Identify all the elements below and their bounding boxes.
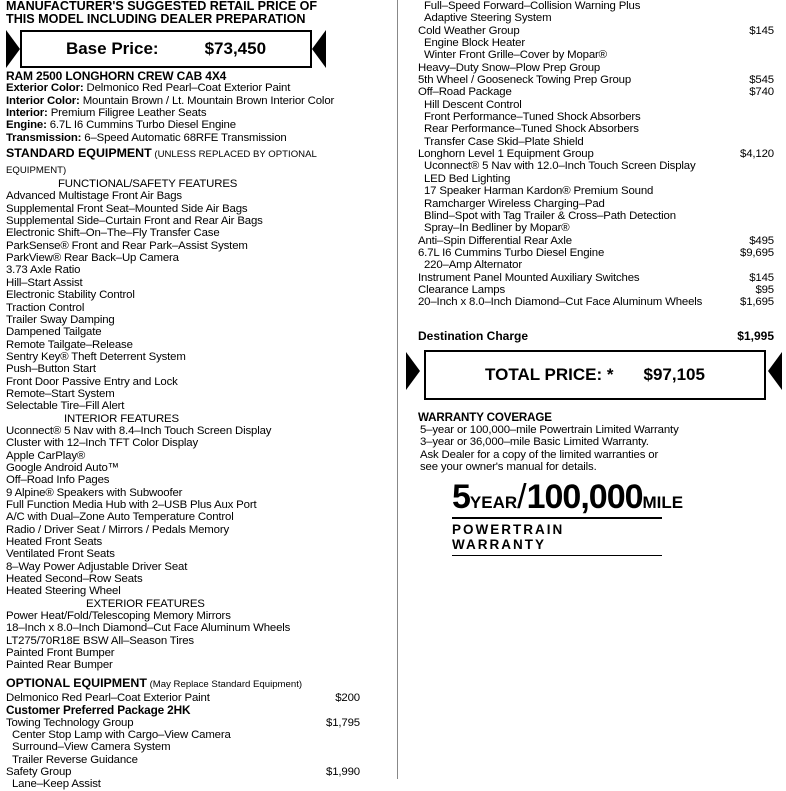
interior <box>6 107 364 119</box>
interior-color-value: Mountain Brown / Lt. Mountain Brown Interior Color <box>79 94 335 107</box>
engine-label: Engine: <box>6 119 47 132</box>
option-price: $145 <box>749 24 774 37</box>
option-price: $200 <box>335 691 360 704</box>
option-text: Blind–Spot with Tag Trailer & Cross–Path Detection <box>424 209 676 222</box>
option-row <box>418 272 774 284</box>
functional-feature-item: Front Door Passive Entry and Lock <box>6 375 178 388</box>
interior-heading: INTERIOR FEATURES <box>64 412 179 425</box>
exterior-feature-item: 18–Inch x 8.0–Inch Diamond–Cut Face Aluminum Wheels <box>6 622 291 635</box>
option-text: Center Stop Lamp with Cargo–View Camera <box>12 728 231 741</box>
base-price-box <box>20 30 312 68</box>
option-price: $1,695 <box>740 296 774 309</box>
total-price-value: $97,105 <box>643 365 705 384</box>
optional-equipment-heading <box>6 676 364 692</box>
interior-feature-item: Heated Second–Row Seats <box>6 573 143 586</box>
functional-feature-item: Electronic Shift–On–The–Fly Transfer Case <box>6 227 220 240</box>
option-row <box>418 136 774 148</box>
option-row <box>418 111 774 123</box>
option-text: Full–Speed Forward–Collision Warning Plus <box>424 0 641 12</box>
option-text: Clearance Lamps <box>418 283 506 296</box>
option-row <box>418 25 774 37</box>
option-text: LED Bed Lighting <box>424 172 511 185</box>
option-row <box>418 173 774 185</box>
option-row <box>418 222 774 234</box>
option-price: $95 <box>755 283 774 296</box>
interior-color <box>6 95 364 107</box>
option-text: 20–Inch x 8.0–Inch Diamond–Cut Face Aluminum Wheels <box>418 296 703 309</box>
interior-features-list <box>6 425 364 598</box>
functional-feature-item: Dampened Tailgate <box>6 326 102 339</box>
option-price: $145 <box>749 271 774 284</box>
option-row <box>418 160 774 172</box>
interior-color-label: Interior Color: <box>6 94 80 107</box>
exterior-color <box>6 82 364 94</box>
warranty-logo-underline <box>452 555 662 556</box>
functional-feature-item: Hill–Start Assist <box>6 276 83 289</box>
functional-feature-item: Sentry Key® Theft Deterrent System <box>6 350 186 363</box>
interior-feature-item: Heated Front Seats <box>6 536 103 549</box>
warranty-lines <box>418 424 774 473</box>
option-text: Adaptive Steering System <box>424 12 552 25</box>
engine-value: 6.7L I6 Cummins Turbo Diesel Engine <box>46 119 236 132</box>
warranty-logo-years-word: YEAR <box>469 493 518 512</box>
functional-feature-item: ParkSense® Front and Rear Park–Assist System <box>6 239 248 252</box>
exterior-feature-item: LT275/70R18E BSW All–Season Tires <box>6 634 194 647</box>
option-price: $1,990 <box>326 765 360 778</box>
interior-feature-item: Cluster with 12–Inch TFT Color Display <box>6 437 199 450</box>
option-text: Towing Technology Group <box>6 716 134 729</box>
warranty-heading: WARRANTY COVERAGE <box>418 410 552 424</box>
interior-feature-item: Google Android Auto™ <box>6 461 119 474</box>
option-text: Off–Road Package <box>418 86 512 99</box>
option-row <box>418 296 774 308</box>
exterior-feature-item: Power Heat/Fold/Telescoping Memory Mirrors <box>6 610 231 623</box>
exterior-features-list <box>6 610 364 672</box>
warranty-line: Ask Dealer for a copy of the limited warranties or <box>420 448 659 461</box>
interior-feature-item: 9 Alpine® Speakers with Subwoofer <box>6 486 183 499</box>
transmission-label: Transmission: <box>6 131 82 144</box>
right-column <box>418 0 774 473</box>
option-price: $740 <box>749 86 774 99</box>
destination-charge-label: Destination Charge <box>418 328 529 343</box>
optional-equipment-note: (May Replace Standard Equipment) <box>146 678 303 690</box>
option-text: Transfer Case Skid–Plate Shield <box>424 135 584 148</box>
option-text: Longhorn Level 1 Equipment Group <box>418 148 594 161</box>
interior-feature-item: Radio / Driver Seat / Mirrors / Pedals Memory <box>6 523 230 536</box>
warranty-line: see your owner's manual for details. <box>420 460 597 473</box>
option-text: Rear Performance–Tuned Shock Absorbers <box>424 123 639 136</box>
option-text: 17 Speaker Harman Kardon® Premium Sound <box>424 185 654 198</box>
option-row <box>6 717 364 729</box>
interior-feature-item: Full Function Media Hub with 2–USB Plus Aux Port <box>6 499 257 511</box>
option-row <box>418 62 774 74</box>
interior-feature-item: 8–Way Power Adjustable Driver Seat <box>6 560 188 573</box>
option-row <box>418 259 774 271</box>
functional-feature-item: Supplemental Side–Curtain Front and Rear Air Bags <box>6 215 263 228</box>
functional-feature-item: Push–Button Start <box>6 363 96 376</box>
total-price-left-arrow-icon <box>406 352 420 390</box>
destination-charge-price: $1,995 <box>737 328 774 343</box>
functional-feature-item: 3.73 Axle Ratio <box>6 264 81 277</box>
standard-equipment-heading <box>6 146 364 178</box>
option-row <box>418 284 774 296</box>
vehicle-model: RAM 2500 LONGHORN CREW CAB 4X4 <box>6 69 227 83</box>
standard-equipment-title: STANDARD EQUIPMENT <box>6 146 152 161</box>
destination-charge-row <box>418 329 774 343</box>
interior-feature-item: Apple CarPlay® <box>6 449 86 462</box>
option-row <box>418 74 774 86</box>
option-row <box>418 99 774 111</box>
option-text: Uconnect® 5 Nav with 12.0–Inch Touch Screen Display <box>424 160 696 173</box>
column-divider <box>397 0 398 779</box>
option-row <box>418 235 774 247</box>
option-text: Ramcharger Wireless Charging–Pad <box>424 197 605 210</box>
option-row <box>418 210 774 222</box>
option-text: Engine Block Heater <box>424 37 525 50</box>
exterior-feature-item: Painted Rear Bumper <box>6 659 113 672</box>
warranty-logo-top <box>452 478 684 516</box>
option-text: Lane–Keep Assist <box>12 778 101 791</box>
interior-feature-item: Heated Steering Wheel <box>6 585 121 598</box>
option-price: $9,695 <box>740 246 774 259</box>
option-text: Cold Weather Group <box>418 24 520 37</box>
base-price-left-arrow-icon <box>6 30 20 68</box>
optional-equipment-list-left <box>6 692 364 791</box>
option-text: Delmonico Red Pearl–Coat Exterior Paint <box>6 691 210 704</box>
option-text: Safety Group <box>6 765 72 778</box>
option-row <box>418 247 774 259</box>
functional-feature-item: Selectable Tire–Fill Alert <box>6 400 125 413</box>
option-text: Instrument Panel Mounted Auxiliary Switches <box>418 271 640 284</box>
functional-feature-item: Trailer Sway Damping <box>6 313 115 326</box>
option-row <box>6 729 364 741</box>
option-price: $1,795 <box>326 716 360 729</box>
engine <box>6 119 364 131</box>
option-row <box>6 754 364 766</box>
option-row <box>6 741 364 753</box>
option-price: $545 <box>749 74 774 87</box>
option-text: Hill Descent Control <box>424 98 522 111</box>
exterior-heading: EXTERIOR FEATURES <box>86 597 205 610</box>
option-text: Trailer Reverse Guidance <box>12 753 138 766</box>
exterior-color-label: Exterior Color: <box>6 82 84 95</box>
warranty-logo-tagline: POWERTRAIN WARRANTY <box>452 522 565 552</box>
warranty-logo-miles-number: 100,000 <box>526 478 643 516</box>
functional-feature-item: Electronic Stability Control <box>6 289 135 302</box>
option-text: Anti–Spin Differential Rear Axle <box>418 234 572 247</box>
option-row <box>6 778 364 790</box>
warranty-logo-years-number: 5 <box>452 478 470 516</box>
interior-label: Interior: <box>6 107 48 120</box>
functional-heading: FUNCTIONAL/SAFETY FEATURES <box>58 178 238 191</box>
option-price: $4,120 <box>740 148 774 161</box>
option-text: Customer Preferred Package 2HK <box>6 703 191 718</box>
powertrain-warranty-logo <box>452 478 684 556</box>
option-row <box>418 0 774 12</box>
option-text: Front Performance–Tuned Shock Absorbers <box>424 111 641 124</box>
functional-feature-item: ParkView® Rear Back–Up Camera <box>6 252 179 265</box>
exterior-color-value: Delmonico Red Pearl–Coat Exterior Paint <box>83 82 291 95</box>
option-row <box>418 185 774 197</box>
option-text: 6.7L I6 Cummins Turbo Diesel Engine <box>418 246 605 259</box>
standard-equipment-note: (UNLESS REPLACED BY OPTIONAL EQUIPMENT) <box>6 149 317 177</box>
option-text: 5th Wheel / Gooseneck Towing Prep Group <box>418 74 632 87</box>
functional-feature-item: Remote Tailgate–Release <box>6 338 133 351</box>
option-row <box>418 12 774 24</box>
optional-equipment-list-right <box>418 0 774 309</box>
functional-feature-item: Supplemental Front Seat–Mounted Side Air Bags <box>6 202 248 215</box>
option-price: $495 <box>749 234 774 247</box>
total-price-right-arrow-icon <box>768 352 782 390</box>
option-row <box>418 148 774 160</box>
option-row <box>6 766 364 778</box>
option-row <box>6 704 364 716</box>
base-price-right-arrow-icon <box>312 30 326 68</box>
option-row <box>418 49 774 61</box>
interior-feature-item: Uconnect® 5 Nav with 8.4–Inch Touch Screen Display <box>6 424 272 437</box>
warranty-logo-rule <box>452 517 662 519</box>
warranty-line: 5–year or 100,000–mile Powertrain Limited Warranty <box>420 423 679 436</box>
optional-equipment-title: OPTIONAL EQUIPMENT <box>6 675 147 690</box>
interior-feature-item: Ventilated Front Seats <box>6 548 115 561</box>
warranty-logo-slash: / <box>517 478 527 516</box>
base-price-value: $73,450 <box>204 39 267 58</box>
option-text: Winter Front Grille–Cover by Mopar® <box>424 49 607 62</box>
left-column <box>6 0 364 791</box>
exterior-feature-item: Painted Front Bumper <box>6 647 115 660</box>
option-text: Spray–In Bedliner by Mopar® <box>424 222 570 235</box>
transmission <box>6 132 364 144</box>
total-price-label: TOTAL PRICE: * <box>485 365 614 384</box>
transmission-value: 6–Speed Automatic 68RFE Transmission <box>81 131 287 144</box>
title-line-1: MANUFACTURER'S SUGGESTED RETAIL PRICE OF <box>6 0 318 13</box>
warranty-line: 3–year or 36,000–mile Basic Limited Warranty. <box>420 436 649 449</box>
warranty-logo-miles-word: MILE <box>642 493 684 512</box>
functional-feature-item: Traction Control <box>6 301 85 314</box>
title-line-2: THIS MODEL INCLUDING DEALER PREPARATION <box>6 12 306 26</box>
option-text: 220–Amp Alternator <box>424 259 522 272</box>
option-text: Surround–View Camera System <box>12 741 171 754</box>
interior-value: Premium Filigree Leather Seats <box>47 107 207 120</box>
functional-feature-item: Remote–Start System <box>6 387 115 400</box>
functional-features-list <box>6 190 364 412</box>
option-row <box>418 37 774 49</box>
functional-feature-item: Advanced Multistage Front Air Bags <box>6 190 182 203</box>
option-row <box>418 198 774 210</box>
option-row <box>418 123 774 135</box>
option-text: Heavy–Duty Snow–Plow Prep Group <box>418 61 601 74</box>
interior-feature-item: Off–Road Info Pages <box>6 474 110 487</box>
option-row <box>418 86 774 98</box>
base-price-label: Base Price: <box>65 39 159 58</box>
total-price-box <box>424 350 766 400</box>
interior-feature-item: A/C with Dual–Zone Auto Temperature Control <box>6 511 234 524</box>
